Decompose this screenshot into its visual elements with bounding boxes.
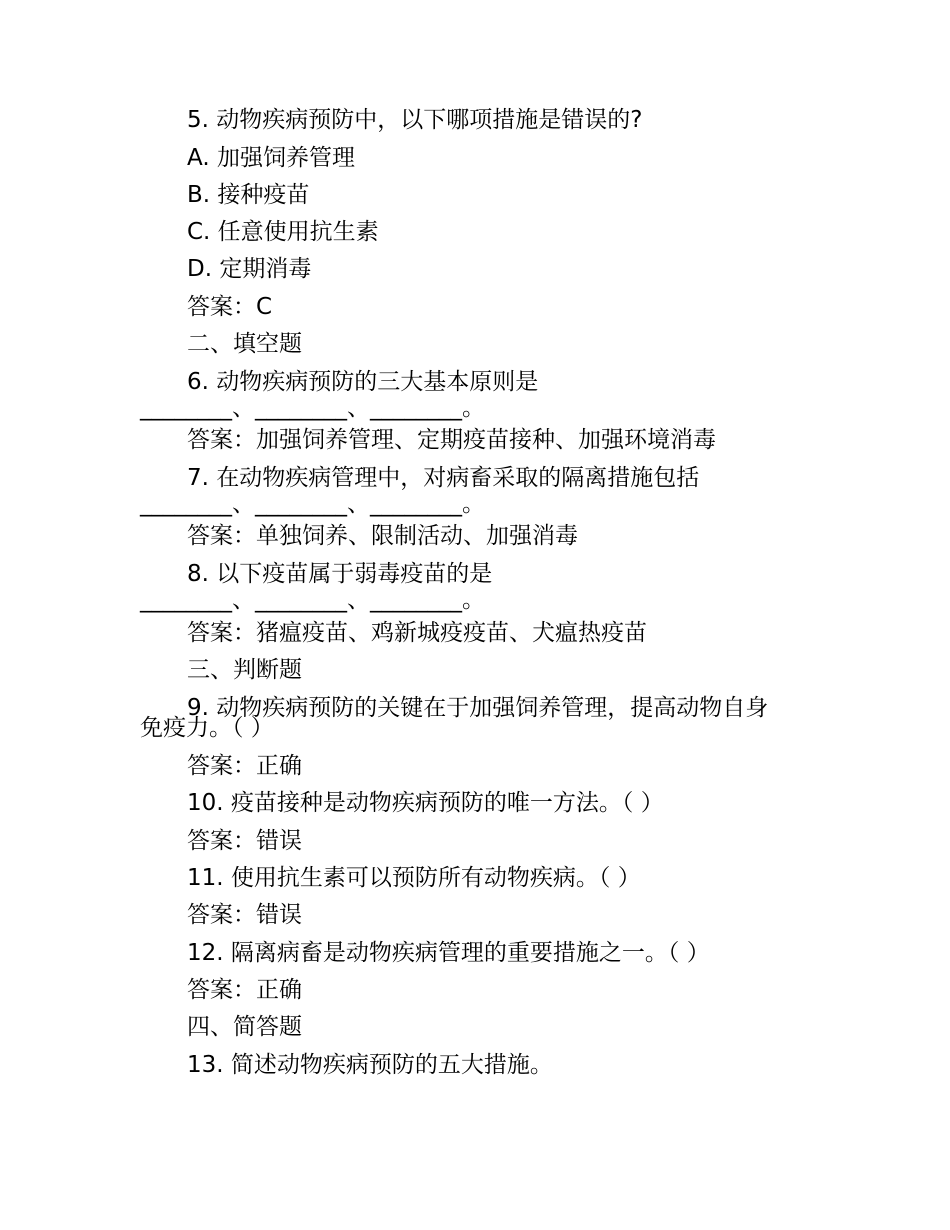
question-8-stem: 8. 以下疫苗属于弱毒疫苗的是 bbox=[187, 561, 493, 587]
question-8-blanks: ________、________、________。 bbox=[140, 587, 485, 613]
question-5-option-a: A. 加强饲养管理 bbox=[187, 145, 355, 171]
question-10-stem: 10. 疫苗接种是动物疾病预防的唯一方法。（ ） bbox=[187, 790, 664, 816]
question-12-stem: 12. 隔离病畜是动物疾病管理的重要措施之一。（ ） bbox=[187, 940, 710, 966]
question-10-answer: 答案：错误 bbox=[187, 828, 302, 854]
question-12-answer: 答案：正确 bbox=[187, 977, 302, 1003]
question-7-stem: 7. 在动物疾病管理中，对病畜采取的隔离措施包括 bbox=[187, 465, 700, 491]
question-6-stem: 6. 动物疾病预防的三大基本原则是 bbox=[187, 369, 539, 395]
question-9-stem-continued: 免疫力。（ ） bbox=[140, 715, 274, 741]
section-heading-true-false: 三、判断题 bbox=[187, 657, 302, 683]
question-6-blanks: ________、________、________。 bbox=[140, 395, 485, 421]
question-5-option-b: B. 接种疫苗 bbox=[187, 182, 310, 208]
question-7-answer: 答案：单独饲养、限制活动、加强消毒 bbox=[187, 523, 578, 549]
section-heading-fill-in: 二、填空题 bbox=[187, 331, 302, 357]
question-8-answer: 答案：猪瘟疫苗、鸡新城疫疫苗、犬瘟热疫苗 bbox=[187, 620, 647, 646]
question-13-stem: 13. 简述动物疾病预防的五大措施。 bbox=[187, 1052, 553, 1078]
question-11-stem: 11. 使用抗生素可以预防所有动物疾病。（ ） bbox=[187, 865, 641, 891]
question-6-answer: 答案：加强饲养管理、定期疫苗接种、加强环境消毒 bbox=[187, 427, 716, 453]
section-heading-short-answer: 四、简答题 bbox=[187, 1014, 302, 1040]
question-11-answer: 答案：错误 bbox=[187, 902, 302, 928]
question-5-stem: 5. 动物疾病预防中，以下哪项措施是错误的? bbox=[187, 107, 643, 133]
question-5-option-c: C. 任意使用抗生素 bbox=[187, 219, 379, 245]
question-5-option-d: D. 定期消毒 bbox=[187, 256, 312, 282]
question-9-answer: 答案：正确 bbox=[187, 753, 302, 779]
question-9-stem: 9. 动物疾病预防的关键在于加强饲养管理，提高动物自身 bbox=[187, 695, 769, 721]
question-7-blanks: ________、________、________。 bbox=[140, 491, 485, 517]
question-5-answer: 答案：C bbox=[187, 294, 273, 320]
